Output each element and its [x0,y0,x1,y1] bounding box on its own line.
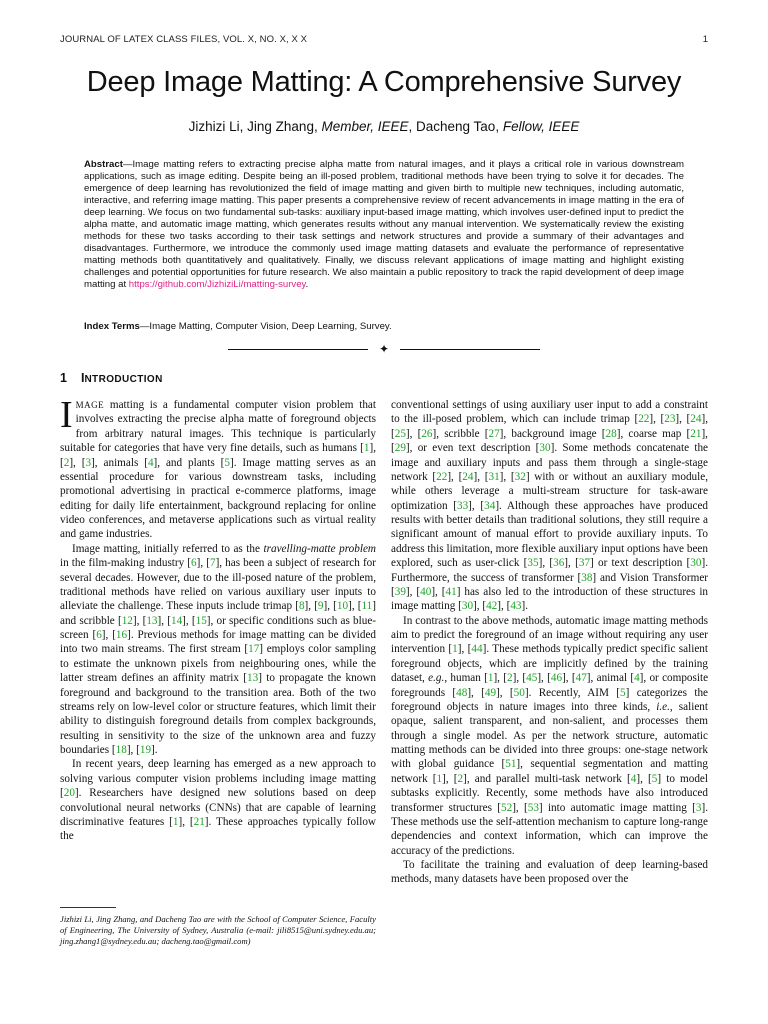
right-column [391,398,708,887]
citation[interactable]: 7 [209,557,216,570]
abstract-end: . [305,279,309,291]
citation[interactable]: 10 [336,600,349,613]
text-run: ]. Previous methods for image matting can be divided into two main streams. The first stream [ [60,629,376,656]
citation[interactable]: 43 [510,600,522,613]
citation[interactable]: 1 [436,772,443,785]
paragraph: IMAGE matting is a fundamental computer vision problem that involves extracting the precise alpha matte of foreground objects from arbitrary natural images. This technique is particularly suitable for categories that have very fine details, such as humans [1], [2], [3], animals [4], and plants [5]. Image matting serves as an essential procedure for various downstream tasks, including promotional advertising in practical e-commerce platforms, image editing for daily life entertainment, background replacing for online video conferences, and metaverse applications such as virtual reality and game industries. [60,394,376,541]
text-run: ]. Although these approaches have produced results with better details than traditional solutions, they still require a significant amount of manual effort to provide auxiliary inputs. To address this limitation, more flexible auxiliary input options have been explored, such as user-click [ [391,499,709,570]
text-run: In contrast to the above methods, automatic image matting methods aim to predict the foreground of an image without requiring any user intervention [ [391,614,708,656]
citation[interactable]: 21 [193,815,205,828]
citation[interactable]: 6 [96,629,102,641]
citation[interactable]: 40 [420,585,432,598]
text-run: ], coarse map [ [616,427,691,440]
citation[interactable]: 47 [575,672,587,685]
text-run: ] and scribble [ [60,600,376,627]
text-run: ], scribble [ [432,427,489,440]
drop-cap: I [60,394,73,436]
citation[interactable]: 5 [620,686,626,699]
citation[interactable]: 53 [527,801,539,814]
author-names-2: , Dacheng Tao, [408,119,503,134]
section-separator [228,343,540,357]
citation[interactable]: 44 [471,643,483,656]
text-run: ] or text description [ [590,557,691,570]
citation[interactable]: 45 [526,672,538,685]
abstract-dash: — [122,159,133,170]
paragraph: conventional settings of using auxiliary user input to add a constraint to the ill-posed problem, which can include trimap [22], [23], [24], [25], [26], scribble [27], background image [28], coarse map [21], [29], or even text description [30]. Some methods concatenate the image and auxiliary inputs and pass them through a single-stage network [22], [24], [31], [32] with or without an auxiliary module, while others leverage a multi-stream structure for task-aware optimization [33], [34]. Although these approaches have produced results with better details than traditional solutions, they still require a significant amount of manual effort to provide auxiliary inputs. To address this limitation, more flexible auxiliary input options have been explored, such as user-click [35], [36], [37] or text description [30]. Furthermore, the success of transformer [38] and Vision Transformer [39], [40], [41] has also led to the introduction of these structures in image matting [30], [42], [43]. [391,399,709,613]
author-role-2: Fellow, IEEE [502,119,580,134]
citation[interactable]: 3 [695,801,702,814]
index-terms-label: Index Terms [84,321,140,332]
emphasis: travelling-matte problem [263,542,376,555]
text-run: ] employs color sampling to estimate the unknown pixels from neighbouring ones, while the latter stream defines an affinity matrix [ [60,643,376,685]
citation[interactable]: 50 [513,686,525,699]
citation[interactable]: 30 [461,600,474,613]
text-run: ] to propagate the known foreground and background to the transition area. Both of the two streams rely on low-level color or structure features, which limit their ability to distinguish foreground details from complex backgrounds, resulting in sensitivity to the size of the unknown area and fuzzy boundaries [ [60,672,377,756]
citation[interactable]: 39 [394,585,406,598]
text-run: In recent years, deep learning has emerged as a new approach to solving various computer vision problems including image matting [ [60,758,376,800]
citation[interactable]: 1 [172,815,179,828]
citation[interactable]: 32 [514,470,526,483]
citation[interactable]: 14 [170,614,183,627]
citation[interactable]: 30 [690,557,702,570]
citation[interactable]: 18 [115,744,127,756]
citation[interactable]: 37 [578,557,590,570]
author-list [0,119,768,134]
citation[interactable]: 1 [363,442,370,455]
paragraph: In contrast to the above methods, automatic image matting methods aim to predict the foreground of an image without requiring any user intervention [1], [44]. These methods typically predict specific salient foreground objects, which are implicitly defined by the training dataset, e.g., human [1], [2], [45], [46], [47], animal [4], or composite foregrounds [48], [49], [50]. Recently, AIM [5] categorizes the foreground objects in nature images into three kinds, i.e., salient opaque, salient transparent, and non-salient, and processes them through a single model. As per the network structure, automatic matting methods can be divided into three groups: one-stage network with global guidance [51], sequential segmentation and matting network [1], [2], and parallel multi-task network [4], [5] to model subtasks explicitly. Recently, some methods have also introduced transformer structures [52], [53] into automatic image matting [3]. These methods use the self-attention mechanism to capture long-range dependencies and context information, which can improve the accuracy of the predictions. [391,614,709,857]
repository-link[interactable]: https://github.com/JizhiziLi/matting-survey [128,279,306,291]
text-run: , human [ [444,672,488,685]
citation[interactable]: 4 [630,772,637,785]
citation[interactable]: 46 [550,672,563,685]
text-run: ] and Vision Transformer [ [391,571,709,598]
text-run: conventional settings of using auxiliary user input to add a constraint to the ill-posed problem, which can include trimap [ [391,399,708,426]
left-column [60,394,377,844]
citation[interactable]: 13 [247,672,259,685]
citation[interactable]: 17 [248,643,260,656]
text-run: ], animal [ [586,672,635,685]
citation[interactable]: 1 [452,643,458,656]
text-run: ]. Some methods concatenate the image and auxiliary inputs and pass them through a single-stage network [ [391,442,709,483]
separator-line-left [228,349,368,350]
text-run: ], has been a subject of research for several decades. However, due to the ill-posed nature of the problem, traditional methods have relied on various auxiliary user inputs to alleviate the challenge. These inputs include trimap [ [60,557,376,613]
footnote-rule [60,907,116,908]
text-run: ] categorizes the foreground objects in nature images into three kinds, [391,686,708,713]
text-run: ]. [521,600,529,613]
abstract-text: Image matting refers to extracting precise alpha matte from natural images, and it plays a critical role in various downstream applications, such as image editing. Despite being an ill-posed problem, traditional methods have been trying to solve it for decades. The emergence of deep learning has revolutionized the field of image matting and given birth to multiple new techniques, including automatic, interactive, and referring image matting. This paper presents a comprehensive review of recent advancements in image matting in the era of deep learning. We focus on two fundamental sub-tasks: auxiliary input-based image matting, which involves user-defined input to predict the alpha matte, and automatic image matting, which generates results without any manual intervention. We systematically review the existing methods for these two tasks according to their task settings and network structures and provide a summary of their advantages and disadvantages. Furthermore, we introduce the commonly used image matting datasets and evaluate the performance of representative matting methods both quantitatively and qualitatively. Finally, we discuss relevant applications of image matting and highlight existing challenges and potential opportunities for future research. We also maintain a public repository to track the rapid development of deep image matting at [84,159,684,291]
citation[interactable]: 4 [147,456,154,469]
emphasis: i.e. [656,700,670,713]
abstract [84,159,684,292]
text-run: ]. These approaches typically follow the [60,815,376,843]
citation[interactable]: 34 [484,499,496,512]
text-run: ]. [151,744,158,756]
text-run: ], or composite foregrounds [ [391,672,709,699]
citation[interactable]: 22 [436,470,448,483]
citation[interactable]: 30 [539,442,551,455]
text-run: ] with or without an auxiliary module, while others leverage a multi-stream structure for task-aware optimization [ [391,470,709,512]
emphasis: e.g. [428,672,445,685]
text-run: ]. Researchers have designed new solutions based on deep convolutional neural networks (CNNs) that are capable of learning discriminative features [ [60,787,376,828]
citation[interactable]: 26 [421,427,433,440]
citation[interactable]: 16 [115,629,128,641]
text-run: matting is a fundamental computer vision problem that involves extracting the precise alpha matte of foreground objects from arbitrary natural images. This technique is particularly suitable for categories that have very fine details, such as humans [ [60,399,376,455]
citation[interactable]: 6 [191,557,197,570]
separator-star-icon: ✦ [378,342,390,356]
citation[interactable]: 3 [85,456,92,469]
citation[interactable]: 13 [146,614,158,627]
index-terms-text: —Image Matting, Computer Vision, Deep Learning, Survey. [139,321,392,332]
citation[interactable]: 42 [486,600,498,613]
text-run: ]. These methods use the self-attention mechanism to capture long-range dependencies and context information, which can improve the accuracy of the predictions. [391,801,709,857]
section-number: 1 [60,371,67,385]
text-run: ], or even text description [ [405,442,540,455]
text-run: in the film-making industry [ [60,557,192,570]
citation[interactable]: 49 [484,686,497,699]
text-run: ] into automatic image matting [ [538,801,696,814]
index-terms [84,321,684,333]
citation[interactable]: 27 [488,427,500,440]
citation[interactable]: 28 [605,427,617,440]
citation[interactable]: 11 [361,600,373,613]
paper-title: Deep Image Matting: A Comprehensive Survey [86,66,682,98]
citation[interactable]: 23 [664,413,676,426]
citation[interactable]: 52 [501,801,513,814]
citation[interactable]: 29 [394,442,406,455]
text-run: ], animals [ [91,456,148,469]
citation[interactable]: 5 [651,772,658,785]
citation[interactable]: 25 [394,427,406,440]
text-run: Image matting, initially referred to as the [72,542,264,555]
text-run: ]. These methods typically predict specific salient foreground objects, which are implicitly defined by the training dataset, [391,643,709,685]
page-number: 1 [702,34,708,45]
citation[interactable]: 8 [298,600,305,613]
text-run: ], background image [ [499,427,606,440]
section-title-rest: NTRODUCTION [84,374,163,385]
citation[interactable]: 24 [690,413,702,426]
section-title-initial: I [80,371,85,385]
journal-name: JOURNAL OF LATEX CLASS FILES, VOL. X, NO. X, X X [60,34,308,45]
citation[interactable]: 9 [317,600,324,613]
citation[interactable]: 38 [581,571,593,584]
citation[interactable]: 51 [505,758,517,771]
text-run: ] has also led to the introduction of these structures in image matting [ [391,585,709,613]
abstract-label: Abstract [84,159,123,170]
text-run: ]. Furthermore, the success of transformer [ [391,557,709,584]
citation[interactable]: 15 [195,614,207,627]
citation[interactable]: 36 [553,557,565,570]
citation[interactable]: 48 [456,686,468,699]
text-run: , salient opaque, salient transparent, and non-salient, and processes them through a single model. As per the network structure, automatic matting methods can be divided into three groups: one-stage network with global guidance [ [391,700,708,771]
citation[interactable]: 35 [527,557,539,570]
citation[interactable]: 2 [457,772,464,785]
author-names-1: Jizhizi Li, Jing Zhang, [188,119,322,134]
text-run: ], and parallel multi-task network [ [463,772,631,785]
paragraph: In recent years, deep learning has emerged as a new approach to solving various computer vision problems including image matting [20]. Researchers have designed new solutions based on deep convolutional neural networks (CNNs) that are capable of learning discriminative features [1], [21]. These approaches typically follow the [60,758,376,843]
citation[interactable]: 12 [121,614,133,627]
text-run: ]. Image matting serves as an essential procedure for various downstream tasks, including promotional advertising in practical e-commerce platforms, image editing for daily life entertainment, background replacing for online video conferences, and metaverse applications such as virtual reality and game industries. [60,456,376,541]
separator-line-right [400,349,540,350]
section-heading-introduction [60,371,163,385]
paragraph: Image matting, initially referred to as the travelling-matte problem in the film-making industry [6], [7], has been a subject of research for several decades. However, due to the ill-posed nature of the problem, traditional methods have relied on various auxiliary user inputs to alleviate the challenge. These inputs include trimap [8], [9], [10], [11] and scribble [12], [13], [14], [15], or specific conditions such as blue-screen [6], [16]. Previous methods for image matting can be divided into two main streams. The first stream [17] employs color sampling to estimate the unknown pixels from neighbouring ones, while the latter stream defines an affinity matrix [13] to propagate the known foreground and background to the transition area. Both of the two streams rely on low-level color or structure features, which limit their ability to distinguish foreground details from complex backgrounds, resulting in sensitivity to the size of the unknown area and fuzzy boundaries [18], [19]. [60,542,377,756]
running-head [60,34,708,48]
text-run: ], and plants [ [153,456,225,469]
citation[interactable]: 2 [507,672,513,685]
citation[interactable]: 24 [462,470,474,483]
author-affiliation-footnote: Jizhizi Li, Jing Zhang, and Dacheng Tao are with the School of Computer Science, Faculty of Engineering, The University of Sydney, Australia (e-mail: jili8515@uni.sydney.edu.au; jing.zhang1@sydney.edu.au; dacheng.tao@gmail.com) [60,914,376,947]
citation[interactable]: 5 [224,456,230,469]
citation[interactable]: 41 [445,585,457,598]
citation[interactable]: 31 [488,470,500,483]
citation[interactable]: 1 [487,672,494,685]
citation[interactable]: 19 [139,744,152,756]
lead-word: MAGE [75,400,105,410]
author-role-1: Member, IEEE [321,119,409,134]
citation[interactable]: 4 [634,672,640,685]
citation[interactable]: 33 [456,499,469,512]
text-run: ], sequential segmentation and matting network [ [391,758,708,785]
paragraph [391,858,708,887]
citation[interactable]: 21 [690,427,702,440]
citation[interactable]: 20 [63,787,75,800]
citation[interactable]: 2 [63,456,70,469]
citation[interactable]: 22 [638,413,650,426]
text-run: ], or specific conditions such as blue-screen [ [60,614,377,641]
text-run: ]. Recently, AIM [ [524,686,621,699]
text-run: ] to model subtasks explicitly. Recently, some methods have also introduced transformer structures [ [391,772,709,814]
text-run: To facilitate the training and evaluation of deep learning-based methods, many datasets have been proposed over the [391,859,708,886]
